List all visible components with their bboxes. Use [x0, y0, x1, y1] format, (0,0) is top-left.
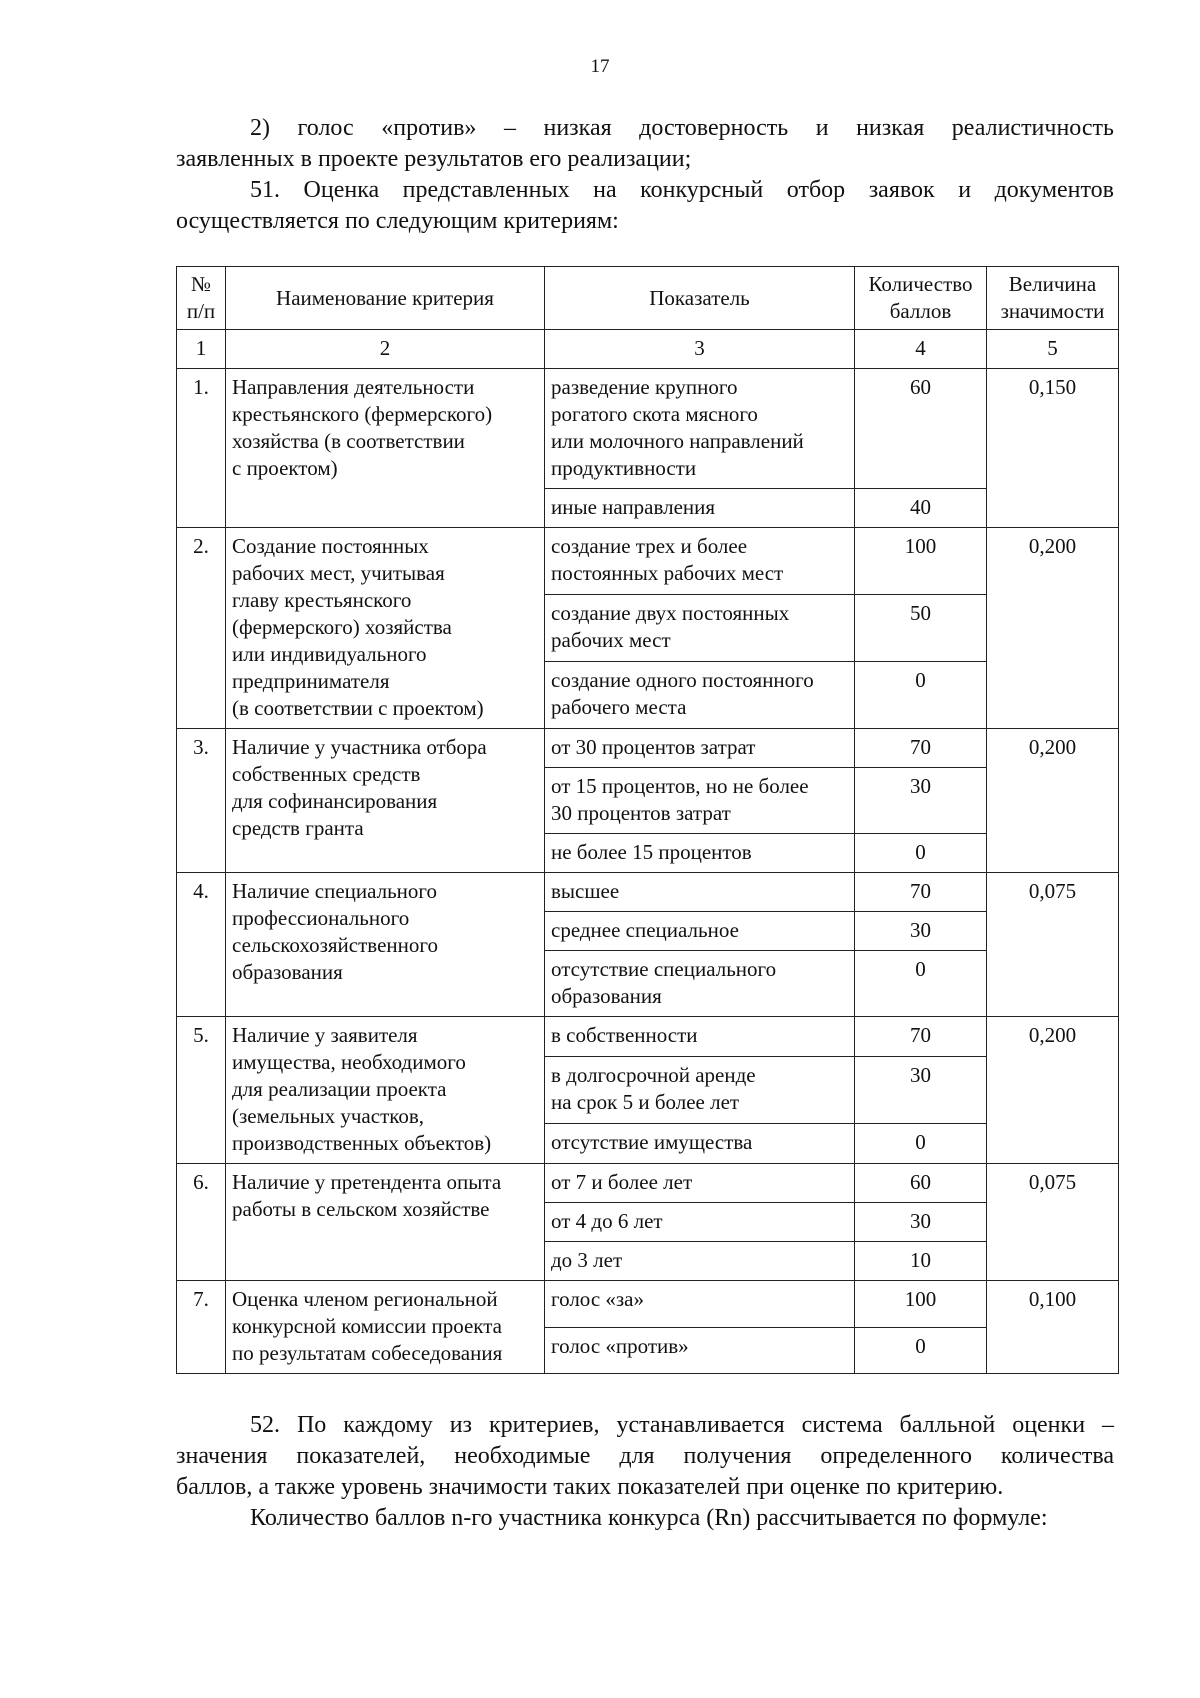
indicator-text: отсутствие имущества	[545, 1124, 855, 1164]
criterion-weight: 0,200	[987, 528, 1119, 729]
indicator-points: 70	[855, 1017, 987, 1057]
column-number: 1	[177, 330, 226, 369]
criterion-name: Наличие у заявителя имущества, необходимого для реализации проекта (земельных участков, производственных объектов)	[226, 1017, 545, 1164]
table-row	[177, 1164, 1119, 1203]
criterion-number: 5.	[177, 1017, 226, 1164]
page-number: 17	[590, 56, 610, 77]
criterion-weight: 0,200	[987, 729, 1119, 873]
criterion-number: 1.	[177, 369, 226, 528]
criterion-number: 2.	[177, 528, 226, 729]
indicator-text: до 3 лет	[545, 1242, 855, 1281]
criterion-name: Наличие специального профессионального сельскохозяйственного образования	[226, 873, 545, 1017]
criterion-name: Создание постоянных рабочих мест, учитывая главу крестьянского (фермерского) хозяйства или индивидуального предпринимателя (в соответствии с проектом)	[226, 528, 545, 729]
indicator-points: 30	[855, 1203, 987, 1242]
column-number: 2	[226, 330, 545, 369]
indicator-text: создание одного постоянного рабочего места	[545, 662, 855, 729]
criterion-name: Наличие у участника отбора собственных средств для софинансирования средств гранта	[226, 729, 545, 873]
criterion-name: Направления деятельности крестьянского (фермерского) хозяйства (в соответствии с проектом)	[226, 369, 545, 528]
header-row	[177, 267, 1119, 330]
criterion-number: 3.	[177, 729, 226, 873]
indicator-points: 30	[855, 912, 987, 951]
indicator-text: не более 15 процентов	[545, 834, 855, 873]
criterion-weight: 0,075	[987, 873, 1119, 1017]
table-row	[177, 1281, 1119, 1328]
header-criterion-name: Наименование критерия	[226, 267, 545, 330]
intro-paragraph-1-line-1: 2) голос «против» – низкая достоверность и низкая реалистичность	[250, 115, 1114, 141]
indicator-text: от 4 до 6 лет	[545, 1203, 855, 1242]
column-number: 3	[545, 330, 855, 369]
indicator-points: 0	[855, 662, 987, 729]
indicator-points: 0	[855, 834, 987, 873]
indicator-points: 10	[855, 1242, 987, 1281]
table-row	[177, 873, 1119, 912]
indicator-text: среднее специальное	[545, 912, 855, 951]
criterion-number: 4.	[177, 873, 226, 1017]
indicator-points: 40	[855, 489, 987, 528]
indicator-text: высшее	[545, 873, 855, 912]
indicator-text: от 7 и более лет	[545, 1164, 855, 1203]
column-number: 4	[855, 330, 987, 369]
indicator-text: в собственности	[545, 1017, 855, 1057]
criterion-weight: 0,075	[987, 1164, 1119, 1281]
criterion-weight: 0,100	[987, 1281, 1119, 1374]
intro-text	[176, 113, 1114, 237]
indicator-text: голос «против»	[545, 1327, 855, 1374]
header-points: Количество баллов	[855, 267, 987, 330]
indicator-text: создание трех и более постоянных рабочих мест	[545, 528, 855, 595]
outro-text	[176, 1410, 1114, 1534]
indicator-points: 30	[855, 1056, 987, 1123]
outro-paragraph-1-line-1: 52. По каждому из критериев, устанавливается система балльной оценки –	[250, 1412, 1114, 1438]
criterion-weight: 0,200	[987, 1017, 1119, 1164]
indicator-points: 70	[855, 729, 987, 768]
header-number: № п/п	[177, 267, 226, 330]
indicator-points: 0	[855, 1327, 987, 1374]
criteria-table	[176, 266, 1119, 1374]
indicator-text: от 30 процентов затрат	[545, 729, 855, 768]
criterion-weight: 0,150	[987, 369, 1119, 528]
criterion-number: 6.	[177, 1164, 226, 1281]
criterion-name: Наличие у претендента опыта работы в сельском хозяйстве	[226, 1164, 545, 1281]
outro-paragraph-1-line-2: значения показателей, необходимые для получения определенного количества	[176, 1443, 1114, 1469]
indicator-text: от 15 процентов, но не более 30 процентов затрат	[545, 768, 855, 834]
intro-paragraph-2-line-1: 51. Оценка представленных на конкурсный отбор заявок и документов	[250, 177, 1114, 203]
column-number-row	[177, 330, 1119, 369]
table-row	[177, 729, 1119, 768]
indicator-points: 30	[855, 768, 987, 834]
indicator-text: голос «за»	[545, 1281, 855, 1328]
indicator-text: разведение крупного рогатого скота мясного или молочного направлений продуктивности	[545, 369, 855, 489]
indicator-text: в долгосрочной аренде на срок 5 и более лет	[545, 1056, 855, 1123]
header-weight: Величина значимости	[987, 267, 1119, 330]
table-row	[177, 528, 1119, 595]
indicator-points: 60	[855, 369, 987, 489]
criterion-number: 7.	[177, 1281, 226, 1374]
intro-paragraph-2-line-2: осуществляется по следующим критериям:	[176, 208, 619, 234]
indicator-points: 100	[855, 528, 987, 595]
indicator-points: 0	[855, 951, 987, 1017]
indicator-text: отсутствие специального образования	[545, 951, 855, 1017]
indicator-points: 50	[855, 595, 987, 662]
table-row	[177, 1017, 1119, 1057]
header-indicator: Показатель	[545, 267, 855, 330]
intro-paragraph-1-line-2: заявленных в проекте результатов его реализации;	[176, 146, 692, 172]
indicator-points: 100	[855, 1281, 987, 1328]
criteria-body	[177, 369, 1119, 1374]
indicator-text: создание двух постоянных рабочих мест	[545, 595, 855, 662]
indicator-points: 70	[855, 873, 987, 912]
outro-paragraph-2: Количество баллов n-го участника конкурса (Rn) рассчитывается по формуле:	[250, 1505, 1048, 1531]
table-row	[177, 369, 1119, 489]
column-number: 5	[987, 330, 1119, 369]
outro-paragraph-1-line-3: баллов, а также уровень значимости таких показателей при оценке по критерию.	[176, 1474, 1004, 1500]
indicator-points: 0	[855, 1124, 987, 1164]
indicator-points: 60	[855, 1164, 987, 1203]
indicator-text: иные направления	[545, 489, 855, 528]
criterion-name: Оценка членом региональной конкурсной комиссии проекта по результатам собеседования	[226, 1281, 545, 1374]
